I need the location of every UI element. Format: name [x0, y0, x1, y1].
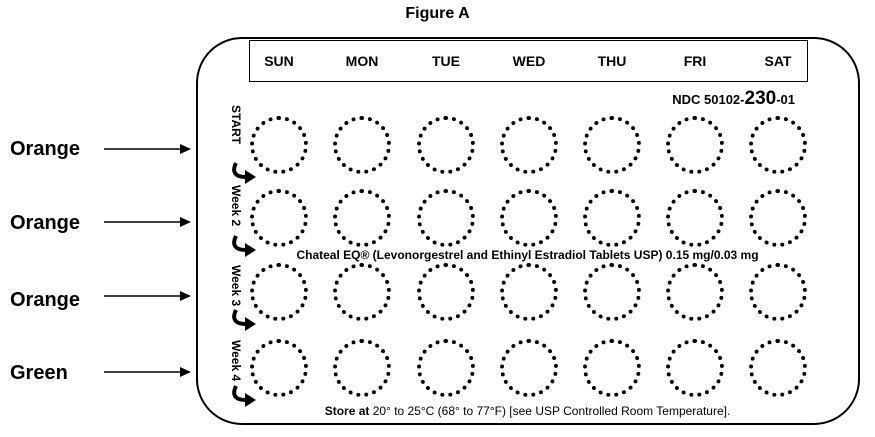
tablet-blister-icon: [666, 263, 724, 321]
week-label: Week 3: [229, 265, 243, 307]
right-arrow-icon: [104, 217, 191, 227]
row-color-label: Orange: [10, 138, 81, 160]
tablet-blister-icon: [749, 339, 807, 397]
day-label-fri: FRI: [683, 53, 707, 69]
tablet-blister-icon: [417, 263, 475, 321]
right-arrow-icon: [104, 367, 191, 377]
tablet-blister-icon: [749, 189, 807, 247]
tablet-blister-icon: [583, 189, 641, 247]
day-label-thu: THU: [597, 53, 627, 69]
day-label-sat: SAT: [764, 53, 792, 69]
tablet-blister-icon: [583, 263, 641, 321]
tablet-blister-icon: [250, 263, 308, 321]
tablet-blister-icon: [583, 116, 641, 174]
tablet-blister-icon: [250, 339, 308, 397]
storage-instructions: Store at 20° to 25°C (68° to 77°F) [see USP Controlled Room Temperature].: [324, 404, 731, 418]
week-label: Week 4: [229, 340, 243, 382]
row-color-label: Orange: [10, 289, 81, 311]
tablet-blister-icon: [500, 339, 558, 397]
tablet-blister-icon: [333, 339, 391, 397]
tablet-blister-icon: [333, 189, 391, 247]
tablet-blister-icon: [417, 339, 475, 397]
row-color-label: Orange: [10, 212, 81, 234]
tablet-blister-icon: [417, 189, 475, 247]
figure-title: Figure A: [405, 5, 470, 22]
row-color-label: Green: [10, 362, 68, 384]
day-label-sun: SUN: [264, 53, 294, 69]
tablet-blister-icon: [583, 339, 641, 397]
tablet-blister-icon: [250, 189, 308, 247]
week-label: START: [229, 105, 243, 145]
right-arrow-icon: [104, 291, 191, 301]
tablet-blister-icon: [417, 116, 475, 174]
tablet-blister-icon: [333, 263, 391, 321]
tablet-blister-icon: [500, 116, 558, 174]
product-description: Chateal EQ® (Levonorgestrel and Ethinyl Estradiol Tablets USP) 0.15 mg/0.03 mg: [296, 248, 759, 262]
day-label-tue: TUE: [432, 53, 460, 69]
tablet-blister-icon: [666, 116, 724, 174]
tablet-blister-icon: [500, 189, 558, 247]
tablet-blister-icon: [666, 189, 724, 247]
tablet-blister-icon: [749, 116, 807, 174]
tablet-blister-icon: [500, 263, 558, 321]
day-label-wed: WED: [512, 53, 546, 69]
tablet-blister-icon: [250, 116, 308, 174]
right-arrow-icon: [104, 144, 191, 154]
ndc-code: NDC 50102-230-01: [672, 88, 795, 109]
tablet-blister-icon: [333, 116, 391, 174]
tablet-blister-icon: [749, 263, 807, 321]
day-label-mon: MON: [345, 53, 379, 69]
week-label: Week 2: [229, 185, 243, 227]
tablet-blister-icon: [666, 339, 724, 397]
